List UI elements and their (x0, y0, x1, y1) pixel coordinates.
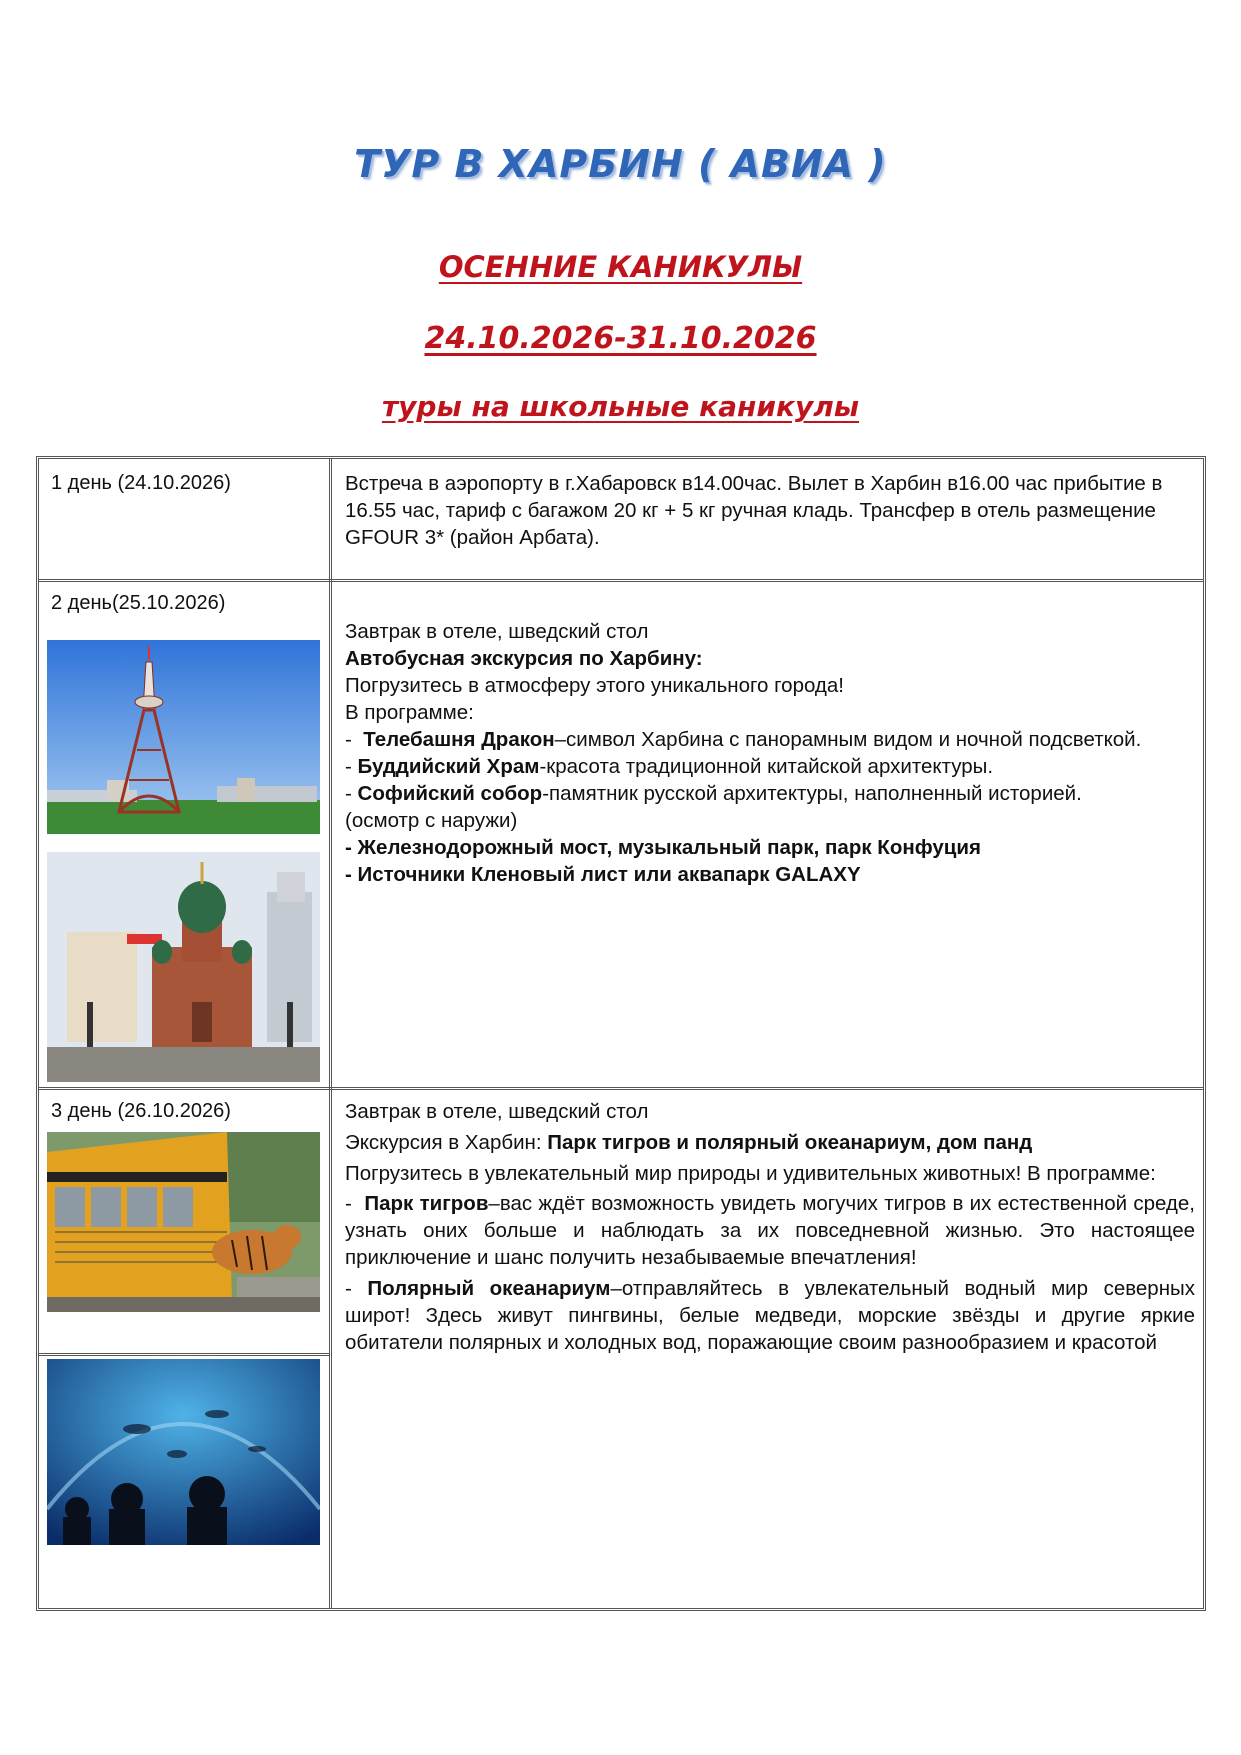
itinerary-table (36, 456, 1206, 1611)
day2-item-springs: - Источники Кленовый лист или аквапарк GALAXY (345, 863, 861, 886)
sofia-cathedral-photo (47, 852, 320, 1082)
day2-program-label: В программе: (345, 701, 474, 724)
day3-tiger-park: - Парк тигров–вас ждёт возможность увидеть могучих тигров в их естественной среде, узнать оних больше и наблюдать за их повседневной жизнью. Это настоящее приключение и шанс получить незабываемые впечатления! (345, 1192, 1195, 1269)
tiger-park-bus-photo (47, 1132, 320, 1312)
row-divider (39, 579, 1203, 582)
day2-item-temple: - Буддийский Храм-красота традиционной китайской архитектуры. (345, 755, 994, 778)
row-divider (39, 1087, 1203, 1090)
page-title: ТУР В ХАРБИН ( АВИА ) (354, 142, 887, 186)
photo-divider (39, 1353, 329, 1356)
tour-type-subtitle: туры на школьные каникулы (381, 390, 860, 423)
day3-excursion: Экскурсия в Харбин: Парк тигров и полярный океанариум, дом панд (345, 1131, 1033, 1154)
day2-item-tower: - Телебашня Дракон–символ Харбина с панорамным видом и ночной подсветкой. (345, 728, 1142, 751)
day3-label: 3 день (26.10.2026) (51, 1100, 231, 1122)
day2-item-parks: - Железнодорожный мост, музыкальный парк, парк Конфуция (345, 836, 981, 859)
day2-intro: Погрузитесь в атмосферу этого уникального города! (345, 674, 844, 697)
day1-description (345, 470, 1195, 551)
day3-breakfast: Завтрак в отеле, шведский стол (345, 1100, 649, 1123)
day2-label: 2 день(25.10.2026) (51, 592, 226, 614)
day2-item-cathedral: - Софийский собор-памятник русской архитектуры, наполненный историей. (345, 782, 1082, 805)
polar-aquarium-photo (47, 1359, 320, 1545)
season-subtitle: ОСЕННИЕ КАНИКУЛЫ (438, 250, 803, 284)
tour-dates: 24.10.2026-31.10.2026 (424, 321, 817, 356)
day2-breakfast: Завтрак в отеле, шведский стол (345, 620, 649, 643)
tv-tower-photo (47, 640, 320, 834)
day1-label: 1 день (24.10.2026) (51, 472, 231, 494)
day2-description (345, 618, 1195, 888)
column-divider (329, 459, 332, 1608)
day2-excursion-title: Автобусная экскурсия по Харбину: (345, 647, 703, 670)
day3-oceanarium: - Полярный океанариум–отправляйтесь в увлекательный водный мир северных широт! Здесь живут пингвины, белые медведи, морские звёзды и другие яркие обитатели полярных и холодных вод, поражающие своим разнообразием и красотой (345, 1277, 1195, 1354)
day2-cathedral-note: (осмотр с наружи) (345, 809, 518, 832)
day1-text: Встреча в аэропорту в г.Хабаровск в14.00час. Вылет в Харбин в16.00 час прибытие в 16.55 час, тариф с багажом 20 кг + 5 кг ручная кладь. Трансфер в отель размещение GFOUR 3* (район Арбата). (345, 472, 1163, 549)
day3-description (345, 1098, 1195, 1356)
day3-intro: Погрузитесь в увлекательный мир природы и удивительных животных! В программе: (345, 1162, 1156, 1185)
